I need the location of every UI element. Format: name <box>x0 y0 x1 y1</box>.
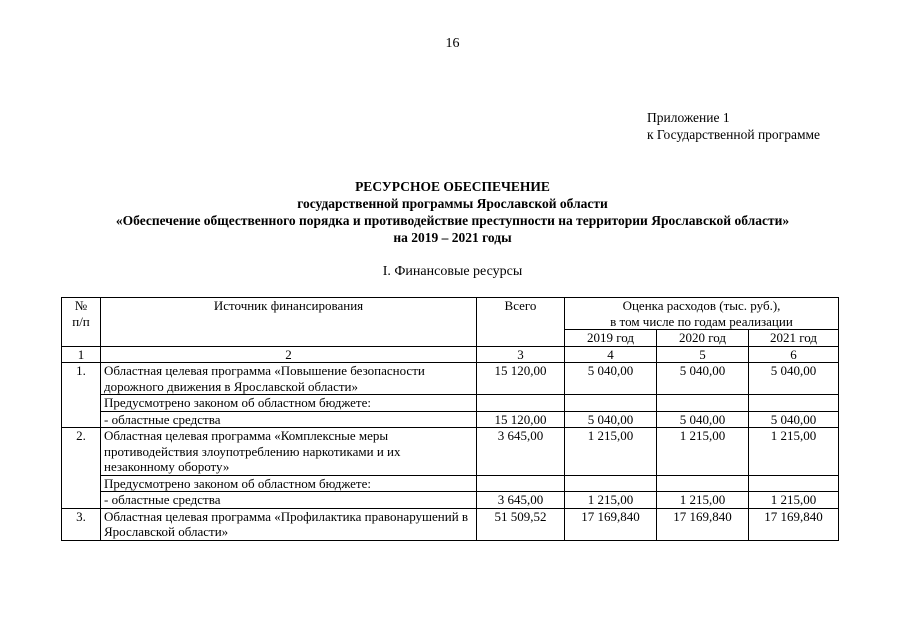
value-2020: 17 169,840 <box>657 508 749 540</box>
page-number: 16 <box>445 36 460 51</box>
header-year-2020: 2020 год <box>657 330 749 347</box>
table-row <box>62 428 839 476</box>
col-number: 6 <box>749 346 839 363</box>
header-year-2021: 2021 год <box>749 330 839 347</box>
col-number: 4 <box>565 346 657 363</box>
title-line-3: «Обеспечение общественного порядка и противодействие преступности на территории Ярославской области» <box>115 213 790 228</box>
empty-cell <box>477 395 565 412</box>
header-total: Всего <box>477 298 565 347</box>
table-row <box>62 475 839 492</box>
program-name: Областная целевая программа «Повышение безопасности дорожного движения в Ярославской области» <box>101 363 477 395</box>
value-2021: 5 040,00 <box>749 411 839 428</box>
value-2021: 1 215,00 <box>749 428 839 476</box>
row-num: 2. <box>62 428 101 509</box>
value-2019: 1 215,00 <box>565 492 657 509</box>
empty-cell <box>565 395 657 412</box>
appendix-note <box>647 109 820 143</box>
header-row <box>62 298 839 330</box>
total-value: 15 120,00 <box>477 411 565 428</box>
table-row <box>62 508 839 540</box>
appendix-line-2: к Государственной программе <box>647 127 821 142</box>
value-2021: 17 169,840 <box>749 508 839 540</box>
document-title <box>0 178 905 246</box>
law-label: Предусмотрено законом об областном бюджете: <box>101 475 477 492</box>
row-num: 3. <box>62 508 101 540</box>
program-name: Областная целевая программа «Профилактика правонарушений в Ярославской области» <box>101 508 477 540</box>
value-2019: 5 040,00 <box>565 363 657 395</box>
regional-funds-label: - областные средства <box>101 411 477 428</box>
empty-cell <box>749 395 839 412</box>
regional-funds-label: - областные средства <box>101 492 477 509</box>
col-number: 5 <box>657 346 749 363</box>
total-value: 3 645,00 <box>477 428 565 476</box>
col-number: 1 <box>62 346 101 363</box>
empty-cell <box>565 475 657 492</box>
law-label: Предусмотрено законом об областном бюджете: <box>101 395 477 412</box>
value-2020: 5 040,00 <box>657 411 749 428</box>
appendix-line-1: Приложение 1 <box>647 110 730 125</box>
value-2020: 1 215,00 <box>657 428 749 476</box>
value-2019: 1 215,00 <box>565 428 657 476</box>
table-row <box>62 395 839 412</box>
empty-cell <box>657 475 749 492</box>
empty-cell <box>477 475 565 492</box>
empty-cell <box>657 395 749 412</box>
col-number: 3 <box>477 346 565 363</box>
col-number: 2 <box>101 346 477 363</box>
header-num: № п/п <box>62 298 101 347</box>
table-row <box>62 363 839 395</box>
header-source: Источник финансирования <box>101 298 477 347</box>
section-title: I. Финансовые ресурсы <box>382 264 523 279</box>
column-numbers-row <box>62 346 839 363</box>
value-2021: 5 040,00 <box>749 363 839 395</box>
row-num: 1. <box>62 363 101 428</box>
total-value: 3 645,00 <box>477 492 565 509</box>
program-name: Областная целевая программа «Комплексные меры противодействия злоупотреблению наркотиками и их незаконному обороту» <box>101 428 477 476</box>
header-estimate: Оценка расходов (тыс. руб.), в том числе по годам реализации <box>565 298 839 330</box>
value-2020: 1 215,00 <box>657 492 749 509</box>
value-2019: 17 169,840 <box>565 508 657 540</box>
total-value: 15 120,00 <box>477 363 565 395</box>
title-line-1: РЕСУРСНОЕ ОБЕСПЕЧЕНИЕ <box>355 179 550 194</box>
table-row <box>62 492 839 509</box>
total-value: 51 509,52 <box>477 508 565 540</box>
header-year-2019: 2019 год <box>565 330 657 347</box>
table-row <box>62 411 839 428</box>
value-2019: 5 040,00 <box>565 411 657 428</box>
value-2021: 1 215,00 <box>749 492 839 509</box>
value-2020: 5 040,00 <box>657 363 749 395</box>
empty-cell <box>749 475 839 492</box>
title-line-4: на 2019 – 2021 годы <box>393 230 512 245</box>
financial-resources-table <box>61 297 839 541</box>
title-line-2: государственной программы Ярославской области <box>297 196 608 211</box>
